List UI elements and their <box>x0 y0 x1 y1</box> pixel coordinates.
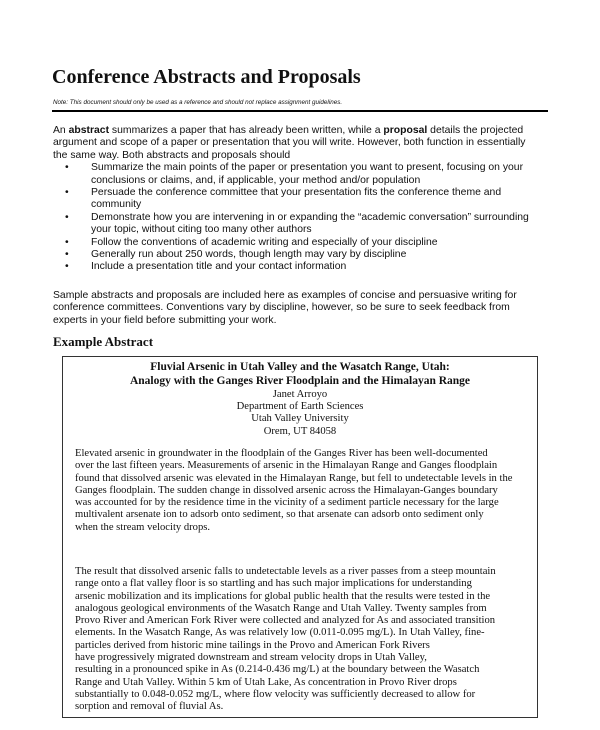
text-line: Demonstrate how you are intervening in or expanding the “academic conversation” surrounding <box>91 211 529 223</box>
example-abstract-box <box>62 356 538 718</box>
text-line: Department of Earth Sciences <box>236 401 364 413</box>
text-line: range onto a flat valley floor is so startling and has such major implications for understanding <box>75 578 472 590</box>
text-line: elements. In the Wasatch Range, As was relatively low (0.011-0.095 mg/L). In Utah Valley, fine- <box>75 627 485 639</box>
text-line: community <box>91 199 142 211</box>
text-line: Sample abstracts and proposals are included here as examples of concise and persuasive writing for <box>53 290 517 301</box>
text-line: when the stream velocity drops. <box>75 521 211 533</box>
text-line: Orem, UT 84058 <box>263 425 337 437</box>
text-line: Analogy with the Ganges River Floodplain and the Himalayan Range <box>129 374 471 387</box>
abstract-title <box>63 361 537 388</box>
text-line: The result that dissolved arsenic falls to undetectable levels as a river passes from a steep mountain <box>75 566 496 577</box>
bullet-icon: • <box>65 162 69 174</box>
text-line: conference committees. Conventions vary by discipline, however, so be sure to seek feedback from <box>53 302 510 314</box>
bullet-icon: • <box>65 211 69 223</box>
page-title: Conference Abstracts and Proposals <box>52 66 361 88</box>
text: An <box>53 125 69 136</box>
text-line: have progressively migrated downstream and stream velocity drops in Utah Valley, <box>75 652 427 664</box>
example-heading: Example Abstract <box>53 334 154 349</box>
text-line: sorption and removal of fluvial As. <box>75 701 224 713</box>
list-item <box>53 212 529 237</box>
bullet-icon: • <box>65 187 69 199</box>
bullet-icon: • <box>65 261 69 273</box>
text-line: Provo River and American Fork River were collected and analyzed for As and associated transition <box>75 615 496 627</box>
intro-line <box>53 125 529 137</box>
intro-section <box>53 125 529 274</box>
list-item <box>53 187 529 212</box>
text-line: Persuade the conference committee that your presentation fits the conference theme and <box>91 187 502 199</box>
text-line: Generally run about 250 words, though length may vary by discipline <box>91 249 407 261</box>
text: details the projected <box>427 125 524 136</box>
text-line: your topic, without citing too many other authors <box>91 224 312 236</box>
text-line: Fluvial Arsenic in Utah Valley and the Wasatch Range, Utah: <box>150 361 450 373</box>
text-line: Utah Valley University <box>251 413 349 425</box>
abstract-paragraph-1 <box>75 448 512 534</box>
text-line: experts in your field before submitting your work. <box>53 314 277 326</box>
text-line: substantially to 0.048-0.052 mg/L, where flow velocity was sufficiently decreased to allow for <box>75 688 476 700</box>
divider <box>52 110 548 112</box>
term-abstract: abstract <box>68 125 110 136</box>
text-line: Follow the conventions of academic writing and especially of your discipline <box>91 236 438 248</box>
list-item <box>53 261 529 273</box>
text: summarizes a paper that has already been written, while a <box>109 125 384 136</box>
list-item <box>53 249 529 261</box>
text-line: Summarize the main points of the paper or presentation you want to present, focusing on your <box>91 162 524 174</box>
sample-paragraph <box>53 290 517 327</box>
note: Note: This document should only be used as a reference and should not replace assignment guidelines. <box>53 99 343 106</box>
bullet-icon: • <box>65 236 69 248</box>
text-line: found that dissolved arsenic was elevated in the Himalayan Range, but fell to undetectable levels in the <box>75 472 513 484</box>
list-item <box>53 237 529 249</box>
text-line: was accounted for by the residence time in the vicinity of a sediment particle necessary for the large <box>75 497 499 509</box>
intro-line: the same way. Both abstracts and proposals should <box>53 149 291 161</box>
text-line: analogous geological environments of the Wasatch Range and Utah Valley. Twenty samples from <box>75 602 487 614</box>
text-line: Range and Utah Valley. Within 5 km of Utah Lake, As concentration in Provo River drops <box>75 676 457 688</box>
text-line: resulting in a pronounced spike in As (0.214-0.436 mg/L) at the boundary between the Wasatch <box>75 664 480 676</box>
abstract-author <box>63 389 537 438</box>
bullet-icon: • <box>65 249 69 261</box>
text-line: conclusions or claims, and, if applicable, your method and/or population <box>91 174 421 186</box>
term-proposal: proposal <box>383 125 428 136</box>
text-line: particles derived from historic mine tailings in the Provo and American Fork Rivers <box>75 639 430 651</box>
abstract-paragraph-2 <box>75 566 496 714</box>
intro-line: argument and scope of a paper or presentation that you will write. However, both function in essentially <box>53 137 526 149</box>
text-line: over the last fifteen years. Measurements of arsenic in the Himalayan Range and Ganges floodplain <box>75 460 498 472</box>
list-item <box>53 162 529 187</box>
text-line: Elevated arsenic in groundwater in the floodplain of the Ganges River has been well-documented <box>75 448 488 459</box>
text-line: arsenic mobilization and its implications for global public health that the results were tested in the <box>75 590 491 602</box>
bullet-list <box>53 162 529 274</box>
text-line: multivalent arsenate ion to adsorb onto sediment, so that arsenate can adsorb onto sediment only <box>75 509 484 521</box>
text-line: Janet Arroyo <box>272 389 328 400</box>
text-line: Ganges floodplain. The sudden change in dissolved arsenic across the Himalayan-Ganges boundary <box>75 484 498 496</box>
text-line: Include a presentation title and your contact information <box>91 261 347 273</box>
